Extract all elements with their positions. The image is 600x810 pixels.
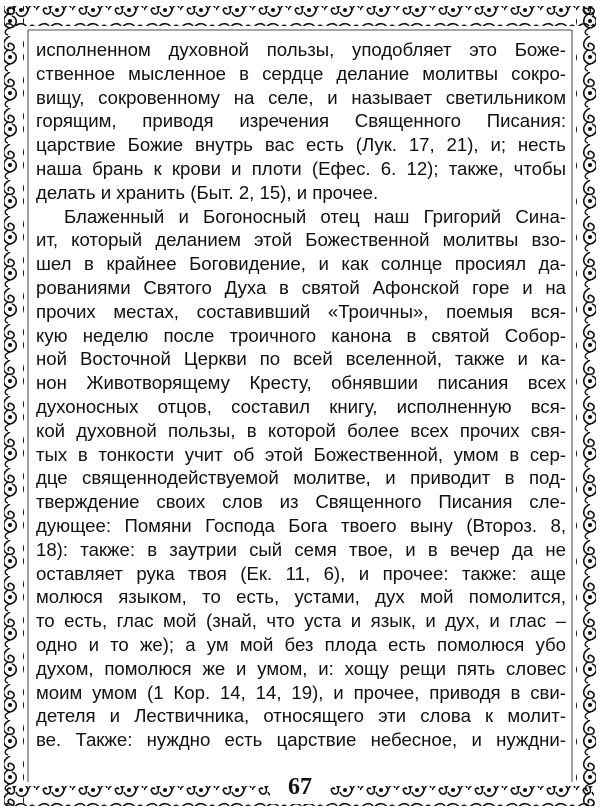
text-line: горящим, приводя изречения Священного Писания:	[36, 110, 566, 132]
text-line: исполненном духовной пользы, уподобляет это Боже-	[36, 39, 566, 60]
text-line: молюся языком, то есть, устами, дух мой помолится,	[36, 586, 566, 608]
text-line: ит, который деланием этой Божественной молитвы взо-	[36, 229, 566, 251]
text-line: дующее: Помяни Господа Бога твоего выну (Второз. 8,	[36, 514, 566, 536]
text-line: ве. Также: нуждно есть царствие небесное, и нуждни-	[36, 729, 566, 751]
page-number: 67	[288, 774, 312, 800]
text-line: рованиями Святого Духа в святой Афонской горе и на	[36, 276, 566, 298]
text-line: моим умом (1 Кор. 14, 14, 19), и прочее, приводя в сви-	[36, 681, 566, 703]
text-line: делать и хранить (Быт. 2, 15), и прочее.	[36, 181, 379, 203]
text-line: Блаженный и Богоносный отец наш Григорий Сина-	[64, 205, 566, 227]
text-line: оставляет рука твоя (Ек. 11, 6), и прочее: также: аще	[36, 562, 566, 584]
text-line: то есть, глас мой (знай, что уста и язык, и дух, и глас –	[36, 610, 566, 632]
text-line: ственное мысленное в сердце делание молитвы сокро-	[36, 62, 566, 84]
text-line: наша брань к крови и плоти (Ефес. 6. 12); также, чтобы	[36, 157, 566, 179]
text-line: 18): также: в заутрии сый семя твое, и в вечер да не	[36, 538, 566, 560]
text-line: шел в крайнее Боговидение, и как солнце просиял да-	[36, 253, 566, 275]
text-line: кой духовной пользы, в которой более всех прочих свя-	[36, 419, 566, 441]
body-text	[36, 38, 566, 752]
text-line: прочих местах, составивший «Троичны», поемыя вся-	[36, 300, 566, 322]
text-line: духом, помолюся же и умом, и: хощу рещи пять словес	[36, 657, 566, 679]
text-line: кую неделю после троичного канона в святой Собор-	[36, 324, 566, 346]
text-line: дце священнодействуемой молитве, и приводит в под-	[36, 467, 566, 489]
text-line: одно и то же); а ум мой без плода есть помолюся убо	[36, 633, 566, 655]
text-line: тверждение своих слов из Священного Писания сле-	[36, 491, 566, 513]
text-line: детеля и Лествичника, относящего эти слова к молит-	[36, 705, 566, 727]
text-line: ной Восточной Церкви по всей вселенной, также и ка-	[36, 348, 566, 370]
text-line: вищу, сокровенному на селе, и называет светильником	[36, 86, 566, 108]
text-line: тых в тонкости учит об этой Божественной, умом в сер-	[36, 443, 566, 465]
text-line: нон Животворящему Кресту, обнявшии писания всех	[36, 372, 566, 394]
text-line: духоносных отцов, составил книгу, исполненную вся-	[36, 395, 566, 417]
text-line: царствие Божие внутрь вас есть (Лук. 17, 21), и; несть	[36, 134, 566, 156]
